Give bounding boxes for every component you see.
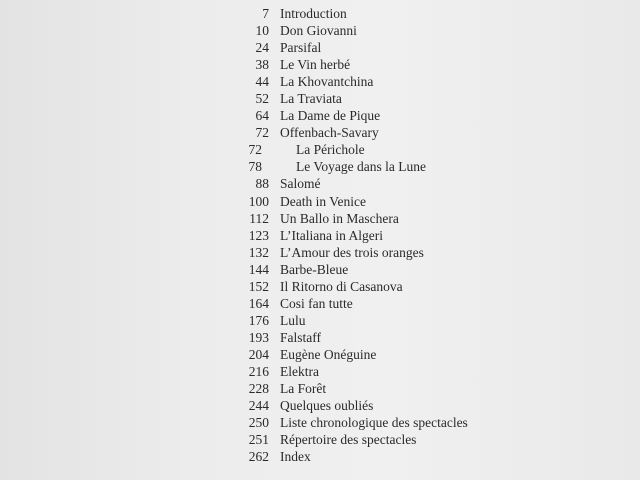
toc-page-number: 100: [248, 193, 269, 209]
toc-entry: [0, 107, 640, 124]
toc-entry: [0, 193, 640, 210]
toc-title: Eugène Onéguine: [280, 346, 377, 362]
toc-page-number: 193: [248, 329, 269, 345]
toc-page-number: 7: [262, 6, 269, 21]
toc-page-number: 164: [248, 295, 269, 311]
toc-title: La Dame de Pique: [280, 108, 381, 124]
toc-title: La Forêt: [280, 381, 327, 397]
toc-subentry: [0, 158, 640, 175]
toc-page-number: 216: [248, 363, 269, 379]
toc-title: La Périchole: [296, 142, 365, 158]
toc-page-number: 144: [248, 261, 269, 277]
toc-entry: [0, 295, 640, 312]
toc-page-number: 123: [248, 227, 269, 243]
toc-title: Index: [280, 449, 311, 465]
toc-page-number: 132: [248, 244, 269, 260]
toc-title: La Khovantchina: [280, 74, 374, 90]
toc-entry: [0, 278, 640, 295]
toc-title: Répertoire des spectacles: [280, 432, 417, 448]
toc-entry: [0, 175, 640, 192]
toc-title: Falstaff: [280, 329, 321, 345]
toc-entry: [0, 397, 640, 414]
toc-title: Parsifal: [280, 40, 322, 56]
toc-title: Barbe-Bleue: [280, 261, 349, 277]
toc-entry: [0, 380, 640, 397]
toc-entry: [0, 90, 640, 107]
toc-title: Un Ballo in Maschera: [280, 210, 399, 226]
toc-page-number: 72: [248, 142, 262, 158]
toc-page-number: 38: [255, 57, 269, 73]
toc-title: Death in Venice: [280, 193, 366, 209]
toc-page-number: 88: [255, 176, 269, 192]
toc-entry: [0, 414, 640, 431]
toc-title: L’Amour des trois oranges: [280, 244, 424, 260]
toc-title: Introduction: [280, 6, 347, 21]
toc-title: Liste chronologique des spectacles: [280, 415, 468, 431]
toc-page-number: 228: [248, 381, 269, 397]
toc-title: Salomé: [280, 176, 321, 192]
toc-page-number: 72: [255, 125, 269, 141]
toc-page-number: 262: [248, 449, 269, 465]
toc-page-number: 64: [255, 108, 269, 124]
toc-entry: [0, 56, 640, 73]
toc-page-number: 152: [248, 278, 269, 294]
toc-page-number: 44: [255, 74, 269, 90]
toc-title: Offenbach-Savary: [280, 125, 379, 141]
toc-entry: [0, 227, 640, 244]
toc-entry: [0, 346, 640, 363]
toc-entry: [0, 124, 640, 141]
toc-entry: [0, 329, 640, 346]
toc-entry: [0, 244, 640, 261]
toc-page-number: 176: [248, 312, 269, 328]
toc-page-number: 78: [248, 159, 262, 175]
toc-title: Quelques oubliés: [280, 398, 374, 414]
toc-title: L’Italiana in Algeri: [280, 227, 383, 243]
toc-entry: [0, 431, 640, 448]
toc-title: Elektra: [280, 363, 319, 379]
toc-page-number: 204: [248, 346, 269, 362]
toc-entry: [0, 22, 640, 39]
toc-entry: [0, 39, 640, 56]
toc-title: La Traviata: [280, 91, 342, 107]
toc-page-number: 250: [248, 415, 269, 431]
toc-title: Cosi fan tutte: [280, 295, 353, 311]
table-of-contents: [0, 5, 640, 465]
toc-title: Il Ritorno di Casanova: [280, 278, 403, 294]
toc-title: Le Voyage dans la Lune: [296, 159, 426, 175]
toc-page-number: 24: [255, 40, 269, 56]
toc-title: Le Vin herbé: [280, 57, 351, 73]
toc-page-number: 251: [248, 432, 269, 448]
toc-entry: [0, 210, 640, 227]
toc-page-number: 10: [255, 23, 269, 39]
toc-subentry: [0, 141, 640, 158]
toc-page-number: 112: [249, 210, 269, 226]
toc-entry: [0, 448, 640, 465]
toc-entry: [0, 5, 640, 22]
toc-entry: [0, 261, 640, 278]
toc-entry: [0, 73, 640, 90]
toc-page-number: 244: [248, 398, 269, 414]
toc-page-number: 52: [255, 91, 269, 107]
toc-entry: [0, 363, 640, 380]
toc-title: Lulu: [280, 312, 306, 328]
toc-title: Don Giovanni: [280, 23, 357, 39]
toc-entry: [0, 312, 640, 329]
